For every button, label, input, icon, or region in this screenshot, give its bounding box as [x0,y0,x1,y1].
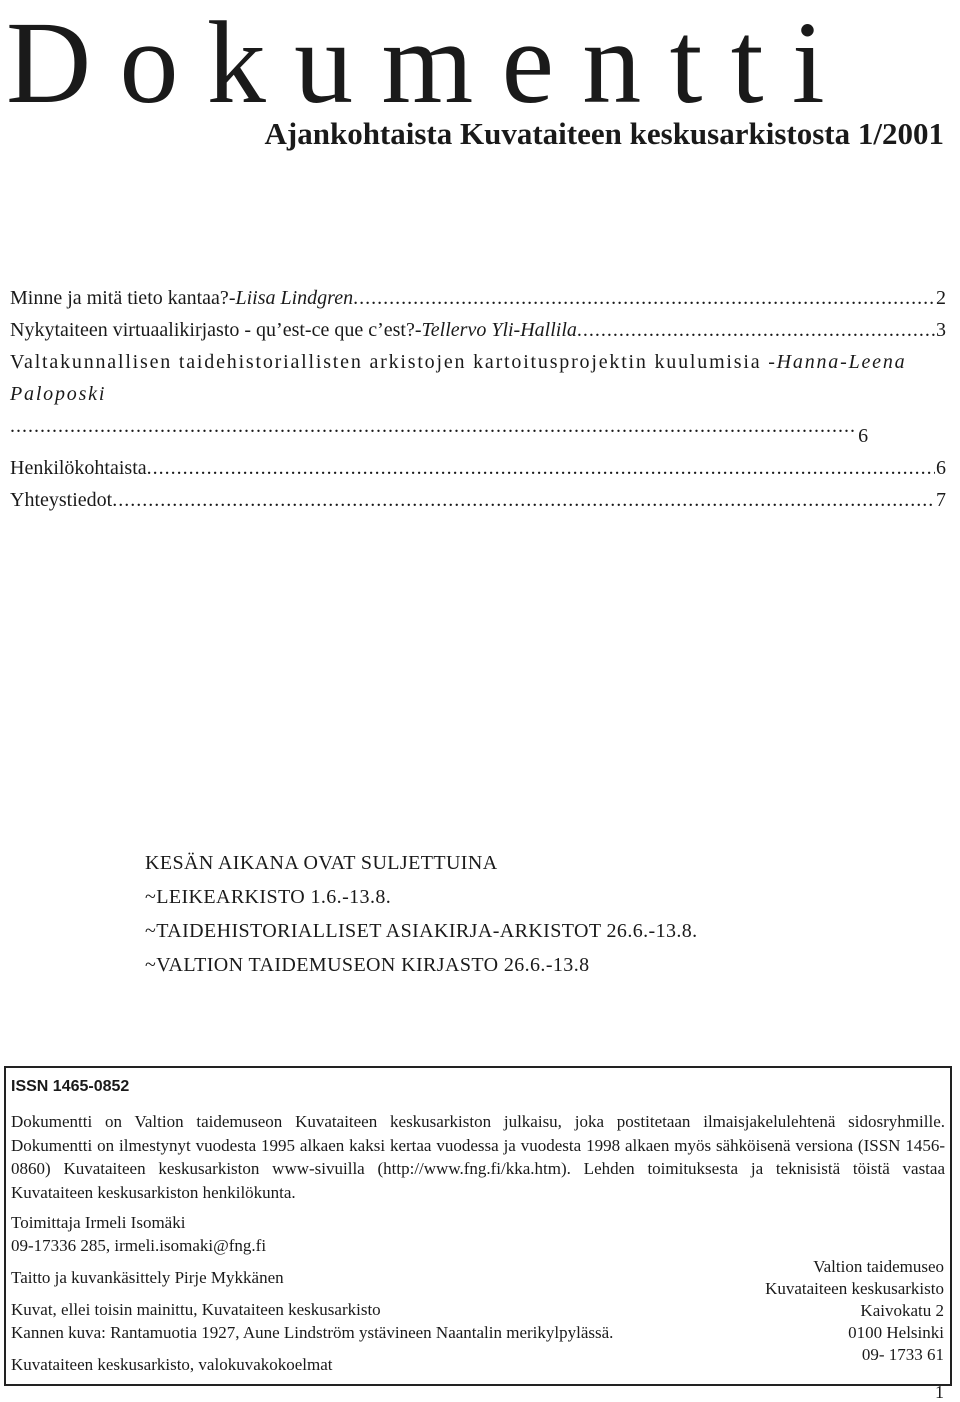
layout-credit: Taitto ja kuvankäsittely Pirje Mykkänen [11,1268,284,1287]
toc-entry[interactable] [10,314,946,346]
notice-line: ~LEIKEARKISTO 1.6.-13.8. [145,886,392,908]
editor-contact: 09-17336 285, irmeli.isomaki@fng.fi [11,1236,267,1255]
toc-entry-author: -Tellervo Yli-Hallila [414,319,577,341]
toc-entry-title: Valtakunnallisen taidehistoriallisten arkistojen kartoitusprojektin kuulumisia [10,351,769,373]
cover-credit: Kuvataiteen keskusarkisto, valokuvakokoelmat [11,1355,333,1374]
toc-leader-dots [112,484,935,516]
address-line: 09- 1733 61 [861,1345,944,1364]
address-line: Kuvataiteen keskusarkisto [765,1279,944,1298]
toc-entry-title: Minne ja mitä tieto kantaa? [10,287,229,309]
postal-address [765,1256,944,1366]
masthead-title: Dokumentti [6,0,853,128]
toc-leader-dots [353,282,935,314]
colophon-description: Dokumentti on Valtion taidemuseon Kuvataiteen keskusarkiston julkaisu, joka postitetaan ilmaisjakelulehtenä sidosryhmille. Dokumentti on ilmestynyt vuodesta 1995 alkaen kaksi kertaa vuodessa ja vuodesta 1998 alkaen myös sähköisenä versiona (ISSN 1456-0860) Kuvataiteen keskusarkiston www-sivuilla (http://www.fng.fi/kka.htm). Lehden toimituksesta ja teknisistä töistä vastaa Kuvataiteen keskusarkiston henkilökunta. [11,1112,945,1202]
toc-entry-title: Nykytaiteen virtuaalikirjasto - qu’est-ce que c’est? [10,319,415,341]
issn: ISSN 1465-0852 [11,1078,130,1095]
toc-entry-title: Yhteystiedot [10,489,113,511]
toc-entry-page: 6 [936,457,946,479]
toc-entry[interactable] [10,282,946,314]
toc-entry[interactable] [10,484,946,516]
colophon-box [4,1066,952,1386]
toc-leader-dots [147,452,935,484]
editor: Toimittaja Irmeli Isomäki [11,1213,186,1232]
page-number: 1 [935,1382,944,1402]
address-line: Valtion taidemuseo [813,1257,944,1276]
notice-line: ~VALTION TAIDEMUSEON KIRJASTO 26.6.-13.8 [145,954,590,976]
summer-closure-notice [145,846,698,982]
toc-entry-page: 7 [936,489,946,511]
toc-entry-author: -Liisa Lindgren [228,287,354,309]
toc-leader-dots [10,410,857,442]
table-of-contents [10,282,946,516]
toc-entry[interactable] [10,346,946,452]
toc-leader-dots [577,314,935,346]
toc-entry-title: Henkilökohtaista [10,457,147,479]
masthead-subtitle: Ajankohtaista Kuvataiteen keskusarkistosta 1/2001 [264,116,944,151]
address-line: Kaivokatu 2 [860,1301,944,1320]
address-line: 0100 Helsinki [848,1323,944,1342]
toc-entry-author: -Hanna-Leena Paloposki [10,351,907,405]
toc-entry-page: 2 [936,287,946,309]
toc-entry-page: 6 [858,425,870,447]
cover-caption: Kannen kuva: Rantamuotia 1927, Aune Lindström ystävineen Naantalin merikylpylässä. [11,1323,614,1342]
toc-entry-page: 3 [936,319,946,341]
notice-heading: KESÄN AIKANA OVAT SULJETTUINA [145,852,498,874]
photo-credit: Kuvat, ellei toisin mainittu, Kuvataiteen keskusarkisto [11,1300,381,1319]
toc-entry[interactable] [10,452,946,484]
notice-line: ~TAIDEHISTORIALLISET ASIAKIRJA-ARKISTOT 26.6.-13.8. [145,920,698,942]
